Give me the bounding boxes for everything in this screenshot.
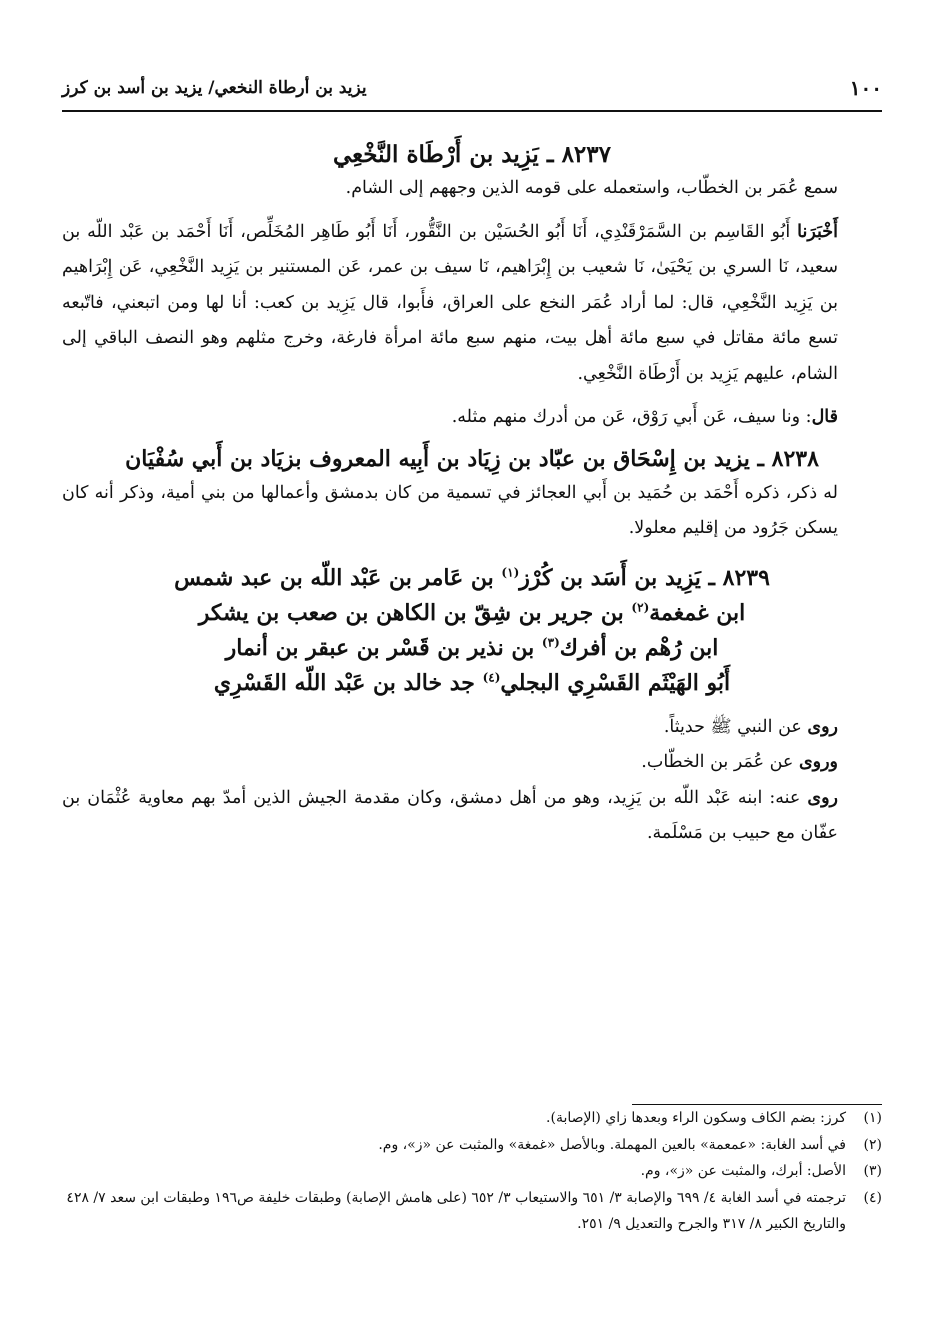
qal-word: قال xyxy=(811,407,838,428)
book-page xyxy=(62,0,882,1340)
footnote-2: (٢) في أسد الغابة: «عمعمة» بالعين المهملة. وبالأصل «غمغة» والمثبت عن «ز»، وم. xyxy=(378,1136,882,1153)
title-line-2: ابن غمغمة$^{(٢)}$ بن جرير بن شِقّ بن الكاهن بن صعب بن يشكر xyxy=(198,600,746,627)
footnote-4: (٤) ترجمته في أسد الغابة ٤/ ٦٩٩ والإصابة ٣/ ٦٥١ والاستيعاب ٣/ ٦٥٢ (على هامش الإصابة) وطبقات خليفة ص١٩٦ وطبقات ابن سعد ٧/ ٤٢٨ والتاريخ الكبير ٨/ ٣١٧ والجرح والتعديل ٩/ ٢٥١. xyxy=(66,1189,882,1233)
page-number: ١٠٠ xyxy=(849,76,882,100)
isnad-text: أَبُو القَاسِم بن السَّمَرْقَنْدِي، أَنَا أَبُو الحُسَيْن بن النَّقُّور، أَنَا أَبُو طَاهِر المُخَلِّص، أَنَا أَحْمَد بن عَبْد اللّه بن سعيد، نَا السري بن يَحْيَىٰ، نَا شعيب بن إِبْرَاهيم، نَا سيف بن عمر، عَن المستنير بن يَزِيد النَّخْعِي، عَن إِبْرَاهيم بن يَزِيد النَّخْعِي، قال: لما أراد عُمَر النخع على العراق، فأَبوا، قال يَزِيد بن كعب: أنا لها ومن اتبعني، فاتّبعه تسع مائة مقاتل في سبع مائة أهل بيت، منهم سبع مائة امرأة فارغة، وخرج مثلهم وهو النصف الباقي إلى الشام، عليهم يَزِيد بن أَرْطَاة النَّخْعِي. xyxy=(62,221,838,384)
running-title: يزيد بن أرطاة النخعي/ يزيد بن أسد بن كرز xyxy=(62,78,367,98)
footnotes xyxy=(62,1104,882,1238)
footnote-ref-3[interactable]: (٣) xyxy=(541,635,560,650)
entry-8239-riwaya-3: روى عنه: ابنه عَبْد اللّه بن يَزِيد، وهو من أهل دمشق، وكان مقدمة الجيش الذين أمدّ بهم معاوية عُثْمَان بن عفّان مع حبيب بن مَسْلَمة. xyxy=(62,787,838,844)
entry-title-8237: ٨٢٣٧ ـ يَزِيد بن أَرْطَاة النَّخْعِي xyxy=(333,141,611,168)
footnote-3: (٣) الأصل: أبرك، والمثبت عن «ز»، وم. xyxy=(640,1163,882,1180)
title-line-3: ابن رُهْم بن أفرك$^{(٣)}$ بن نذير بن قَسْر بن عبقر بن أنمار xyxy=(225,635,719,662)
entry-title-8238: ٨٢٣٨ ـ يزيد بن إِسْحَاق بن عبّاد بن زِيَاد بن أَبِيه المعروف بزيَاد بن أَبي سُفْيَان xyxy=(125,445,819,472)
title-line-4: أَبُو الهَيْثَم القَسْرِي البجلي$^{(٤)}$ جد خالد بن عَبْد اللّه القَسْرِي xyxy=(213,670,731,697)
footnote-ref-2[interactable]: (٢) xyxy=(631,600,650,615)
entry-title-8239 xyxy=(62,561,882,702)
footnote-ref-4[interactable]: (٤) xyxy=(482,671,501,686)
title-line-1: ٨٢٣٩ ـ يَزِيد بن أَسَد بن كُرْز$^{(١)}$ بن عَامر بن عَبْد اللّه بن عبد شمس xyxy=(174,564,770,591)
entry-8239-riwaya-2: وروى عن عُمَر بن الخطّاب. xyxy=(641,752,838,773)
page-body xyxy=(62,138,882,852)
qal-text: : ونا سيف، عَن أَبي رَوْق، عَن من أدرك منهم مثله. xyxy=(451,407,812,428)
entry-8238-text: له ذكر، ذكره أَحْمَد بن حُمَيد بن أَبي العجائز في تسمية من كان بدمشق وأعمالها من بني أمية، وذكر أنه كان يسكن جَرُود من إقليم معلولا. xyxy=(62,482,838,539)
page-header xyxy=(62,72,882,112)
entry-8237-intro: سمع عُمَر بن الخطّاب، واستعمله على قومه الذين وجههم إلى الشام. xyxy=(345,178,838,199)
entry-8237-qal xyxy=(62,400,882,436)
entry-8239-riwaya-1: روى عن النبي ﷺ حديثاً. xyxy=(663,716,838,737)
akhbarana-word: أَخْبَرَنا xyxy=(797,221,838,242)
entry-8237-isnad xyxy=(62,215,882,393)
footnote-1: (١) كرز: بضم الكاف وسكون الراء وبعدها زاي (الإصابة). xyxy=(546,1110,882,1126)
footnote-ref-1[interactable]: (١) xyxy=(501,565,520,580)
